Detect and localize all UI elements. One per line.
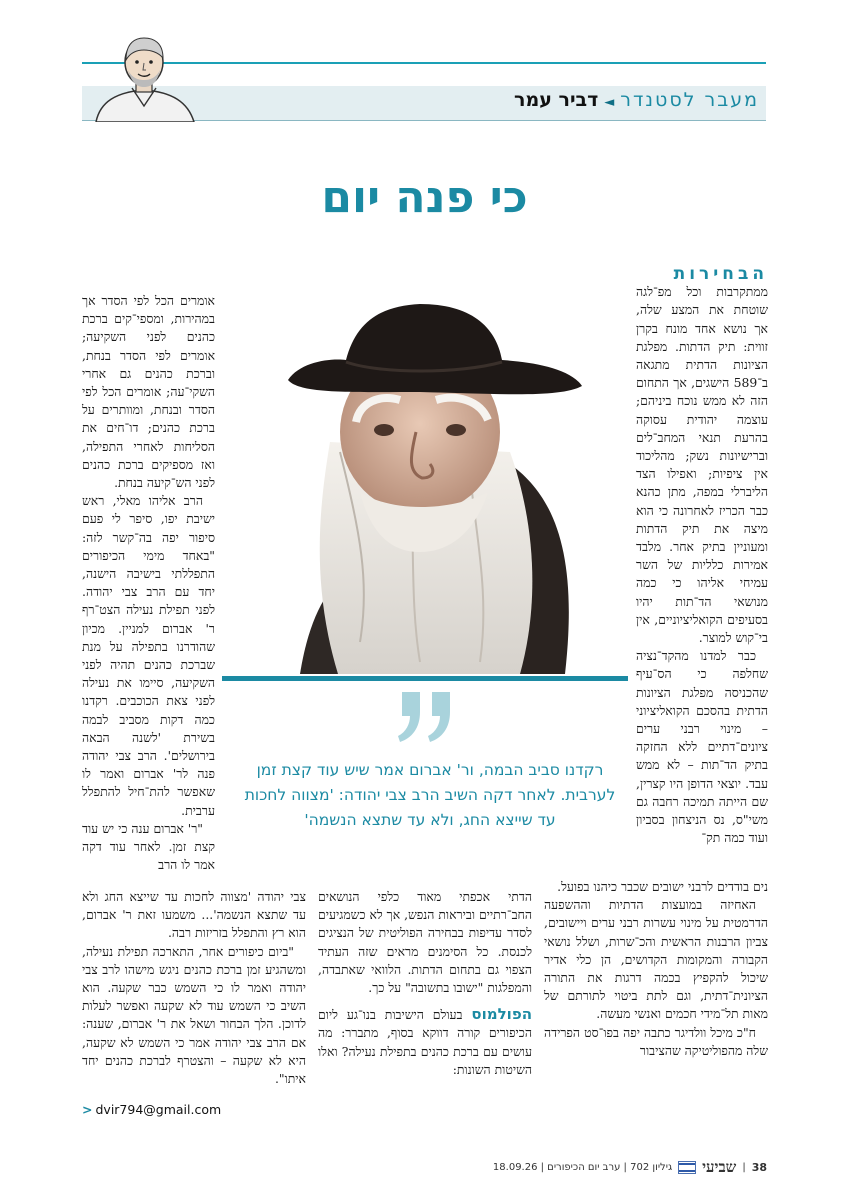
author-email[interactable] [82, 1102, 221, 1117]
article-column-right [636, 265, 768, 848]
article-column-bottom-right [544, 878, 768, 1060]
article-title: כי פנה יום [321, 172, 528, 223]
article-column-left [82, 292, 215, 875]
paragraph: אומרים הכל לפי הסדר אך במהירות, ומספי־קים ברכת כהנים לפני השקיעה; אומרים לפי הסדר בנחת, וברכת כהנים גם אחרי השקי־עה; אומרים הכל לפי הסדר ובנחת, ומוותרים על ברכת כהנים; דו־חים את הסליחות לאחרי התפילה, ואז מספיקים ברכת כהנים לפני הש־קיעה בנחת. [82, 293, 215, 491]
paragraph: הדתי אכפתי מאוד כלפי הנושאים החב־רתיים וביראות הנפש, אך לא כשמגיעים לסדר עדיפות בבחירה הפוליטית של הנציגים לכנסת. כל הסימנים מראים שזה העתיד הצפוי גם בתחום הדתות. הלוואי שאתבדה, והמפלגות "ישובו בתשובה" על כך. [318, 889, 532, 996]
email-address[interactable]: dvir794@gmail.com [95, 1102, 222, 1117]
paragraph: הרב אליהו מאלי, ראש ישיבת יפו, סיפר לי פעם סיפור יפה בה־קשר לזה: "באחד מימי הכיפורים התפללתי בישיבה הישנה, יחד עם הרב צבי יהודה. לפני תפילת נעילה הצט־רף ר' אברום למניין. מכיון שהודרנו בתפילה על מנת שברכת כהנים תהיה לפני השקיעה, סיימו את נעילה לפני צאת הכוכבים. רקדנו כמה דקות מסביב לבמה בשירת 'לשנה הבאה בירושלים'. הרב צבי יהודה פנה לר' אברום ואמר לו שאפשר להת־חיל להתפלל ערבית. [82, 493, 215, 818]
author-avatar [86, 30, 204, 122]
paragraph: נים בודדים לרבני ישובים שכבר כיהנו בפועל. [557, 879, 768, 894]
column-header [514, 89, 759, 111]
magazine-name: שביעי [702, 1158, 737, 1176]
paragraph: ממתקרבות וכל מפ־לגה שוטחת את המצע שלה, אך נושא אחד מונח בקרן זווית: תיק הדתות. מפלגת הציונות הדתית מתגאה ב־589 הישגים, אך התחום הזה לא ממש נוכח ביניהם; עוצמה יהודית עסוקה בהרעת תנאי המחב־לים וברישיונות נשק; מהליכוד אין ציפיות; ואפילו הצד הליברלי במפה, מתן כהנא כבר הכריז לאחרונה כי הוא מיצה את תיק הדתות ומעוניין בתיק אחר. מלבד אמירות כלליות של השר עמיחי אליהו כי כמה מנושאי הד־תות יהיו בסעיפים הקואליציוניים, אין בי־קוש למוצר. [636, 284, 768, 646]
footer-divider: | [742, 1162, 746, 1173]
pull-quote: רקדנו סביב הבמה, ור' אברום אמר שיש עוד קצת זמן לערבית. לאחר דקה השיב הרב צבי יהודה: 'מצווה לחכות עד שייצא החג, ולא עד שתצא הנשמה' [244, 761, 616, 829]
column-name: מעבר לסטנדר [620, 89, 759, 111]
paragraph-with-subheading [318, 1005, 532, 1079]
quote-mark-icon [392, 684, 458, 744]
article-column-bottom-left [82, 888, 306, 1088]
flag-icon [678, 1161, 696, 1174]
paragraph: "ר' אברום ענה כי יש עוד קצת זמן. לאחר עוד דקה אמר לו הרב [82, 820, 215, 873]
page-footer [493, 1158, 767, 1177]
page-number: 38 [751, 1161, 767, 1174]
rabbi-portrait-photo [260, 282, 626, 674]
chevron-right-icon: > [82, 1102, 93, 1117]
paragraph: צבי יהודה 'מצווה לחכות עד שייצא החג ולא עד שתצא הנשמה'... משמעו זאת ר' אברום, הוא רץ והתפלל בזריזות רבה. [82, 889, 306, 941]
section-subheading: הבחירות [673, 264, 768, 284]
paragraph: האחיזה במועצות הדתיות וההשפעה הדרמטית על מינוי עשרות רבני ערים ויישובים, צביון הרבנות הראשית והכ־שרות, ושלל נושאי הקבורה והמקומות הקדושים, הן כלי אדיר שיכול להקפיץ בכמה דרגות את התורה הציונית־דתית, וגם לתת ביטוי לתורתם של מאות תל־מידי חכמים ואנשי מעשה. [544, 897, 768, 1022]
paragraph: בעולם הישיבות בנו־גע ליום הכיפורים קורה דווקא בסוף, מתברר: מה עושים עם ברכת כהנים בתפילת נעילה? ואלו השיטות השונות: [318, 1007, 532, 1077]
paragraph: ח"כ מיכל וולדיגר כתבה יפה בפו־סט הפרידה שלה מהפוליטיקה שהציבור [544, 1024, 768, 1058]
author-name: דביר עמר [514, 89, 599, 111]
header-arrow-icon: ◄ [604, 95, 615, 110]
article-column-bottom-middle [318, 888, 532, 1079]
issue-info: גיליון 702 | ערב יום הכיפורים | 18.09.26 [492, 1162, 673, 1173]
photo-underline-bar [222, 676, 628, 681]
paragraph: כבר למדנו מהקד־נציה שחלפה כי הס־עיף שהכניסה מפלגת הציונות הדתית בהסכם הקואליציוני – מינוי רבני ערים ציונים־דתיים ללא החזקה בתיק הד־תות – לא ממש עבד. יוצאי הדופן היו קצרין, שם הייתה תמיכה רחבה גם משי"ס, נס הניצחון בסביון ועוד כמה תק־ [636, 648, 768, 846]
section-subheading: הפולמוס [471, 1005, 532, 1024]
paragraph: "ביום כיפורים אחר, התארכה תפילת נעילה, ומשהגיע זמן ברכת כהנים ניגש מישהו לרב צבי יהודה ואמר לו כי השמש כבר שקעה. הוא השיב כי השמש עוד לא שקעה ואפשר לעלות לדוכן. הלך הבחור ושאל את ר' אברום, שענה: אם הרב צבי יהודה אמר כי השמש לא שקעה, היא לא שקעה – והצטרף לברכת כהנים יחד איתו". [82, 943, 306, 1087]
